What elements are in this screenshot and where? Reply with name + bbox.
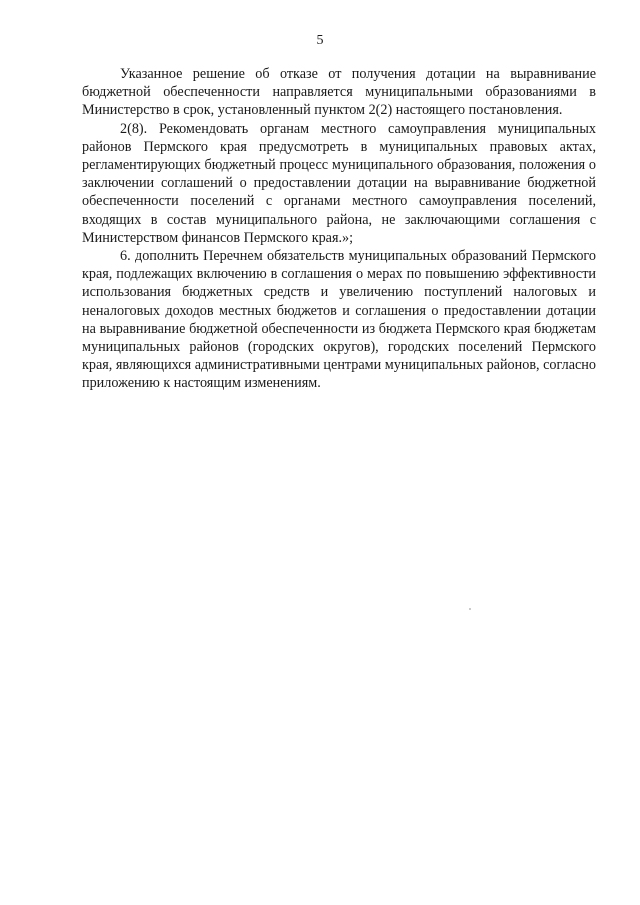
paragraph-2-8-recommendation: 2(8). Рекомендовать органам местного самоуправления муниципальных районов Пермского края предусмотреть в муниципальных правовых актах, регламентирующих бюджетный процесс муниципального образования, положения о заключении соглашений о предоставлении дотации на выравнивание бюджетной обеспеченности поселений с органами местного самоуправления поселений, входящих в состав муниципального района, не заключающими соглашения с Министерством финансов Пермского края.»;: [82, 120, 596, 246]
paragraph-refusal-decision: Указанное решение об отказе от получения дотации на выравнивание бюджетной обеспеченности направляется муниципальными образованиями в Министерство в срок, установленный пунктом 2(2) настоящего постановления.: [82, 66, 596, 119]
scan-speck: [469, 608, 471, 610]
document-body: [82, 65, 596, 393]
page-number: 5: [316, 33, 324, 48]
paragraph-6-supplement: 6. дополнить Перечнем обязательств муниципальных образований Пермского края, подлежащих включению в соглашения о мерах по повышению эффективности использования бюджетных средств и увеличению поступлений налоговых и неналоговых доходов местных бюджетов и соглашения о предоставлении дотации на выравнивание бюджетной обеспеченности из бюджета Пермского края бюджетам муниципальных районов (городских округов), городских поселений Пермского края, являющихся административными центрами муниципальных районов, согласно приложению к настоящим изменениям.: [82, 248, 596, 392]
